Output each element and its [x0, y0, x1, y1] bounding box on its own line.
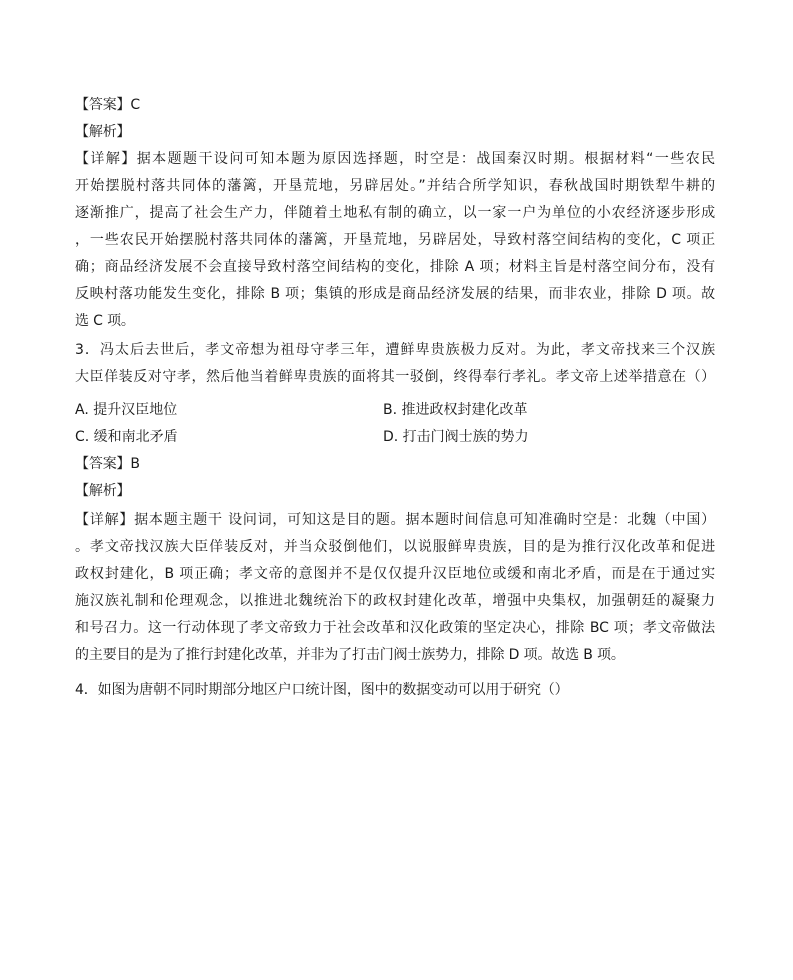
- q3-analysis-label: 【解析】: [75, 483, 131, 499]
- q3-option-c: C. 缓和南北矛盾: [75, 429, 178, 445]
- q3-option-a: A. 提升汉臣地位: [75, 402, 178, 418]
- q3-detail-line: 的主要目的是为了推行封建化改革，并非为了打击门阀士族势力，排除 D 项。故选 B 项。: [75, 647, 625, 663]
- q3-detail-line: 。孝文帝找汉族大臣佯装反对，并当众驳倒他们，以说服鲜卑贵族，目的是为推行汉化改革和促进: [75, 539, 715, 555]
- q3-detail-line: 和号召力。这一行动体现了孝文帝致力于社会改革和汉化政策的坚定决心，排除 BC 项；孝文帝做法: [75, 620, 715, 636]
- q3-detail-line: 政权封建化，B 项正确；孝文帝的意图并不是仅仅提升汉臣地位或缓和南北矛盾，而是在于通过实: [75, 566, 715, 582]
- q2-detail-line: 开始摆脱村落共同体的藩篱，开垦荒地，另辟居处。”并结合所学知识，春秋战国时期铁犁牛耕的: [75, 178, 715, 194]
- q2-answer: 【答案】C: [75, 97, 141, 113]
- q4-stem: 4．如图为唐朝不同时期部分地区户口统计图，图中的数据变动可以用于研究（）: [75, 682, 569, 698]
- q3-detail-line: 施汉族礼制和伦理观念，以推进北魏统治下的政权封建化改革，增强中央集权，加强朝廷的凝聚力: [75, 593, 715, 609]
- q3-option-b: B. 推进政权封建化改革: [383, 402, 528, 418]
- q3-stem-line: 3．冯太后去世后，孝文帝想为祖母守孝三年，遭鲜卑贵族极力反对。为此，孝文帝找来三个汉族: [75, 342, 715, 358]
- q3-stem-line: 大臣佯装反对守孝，然后他当着鲜卑贵族的面将其一驳倒，终得奉行孝礼。孝文帝上述举措意在（）: [75, 369, 715, 385]
- q2-detail-line: 【详解】据本题题干设问可知本题为原因选择题，时空是：战国秦汉时期。根据材料“一些农民: [75, 151, 715, 167]
- q2-analysis-label: 【解析】: [75, 124, 131, 140]
- q2-detail-line: 选 C 项。: [75, 313, 135, 329]
- q3-option-d: D. 打击门阀士族的势力: [383, 429, 529, 445]
- q2-detail-line: 确；商品经济发展不会直接导致村落空间结构的变化，排除 A 项；材料主旨是村落空间分布，没有: [75, 259, 715, 275]
- q2-detail-line: 反映村落功能发生变化，排除 B 项；集镇的形成是商品经济发展的结果，而非农业，排除 D 项。故: [75, 286, 715, 302]
- q3-answer: 【答案】B: [75, 456, 140, 472]
- q2-detail-line: ，一些农民开始摆脱村落共同体的藩篱，开垦荒地，另辟居处，导致村落空间结构的变化，C 项正: [75, 232, 715, 248]
- q3-detail-line: 【详解】据本题主题干 设问词，可知这是目的题。据本题时间信息可知准确时空是：北魏（中国）: [75, 512, 715, 528]
- q2-detail-line: 逐渐推广，提高了社会生产力，伴随着土地私有制的确立，以一家一户为单位的小农经济逐步形成: [75, 205, 715, 221]
